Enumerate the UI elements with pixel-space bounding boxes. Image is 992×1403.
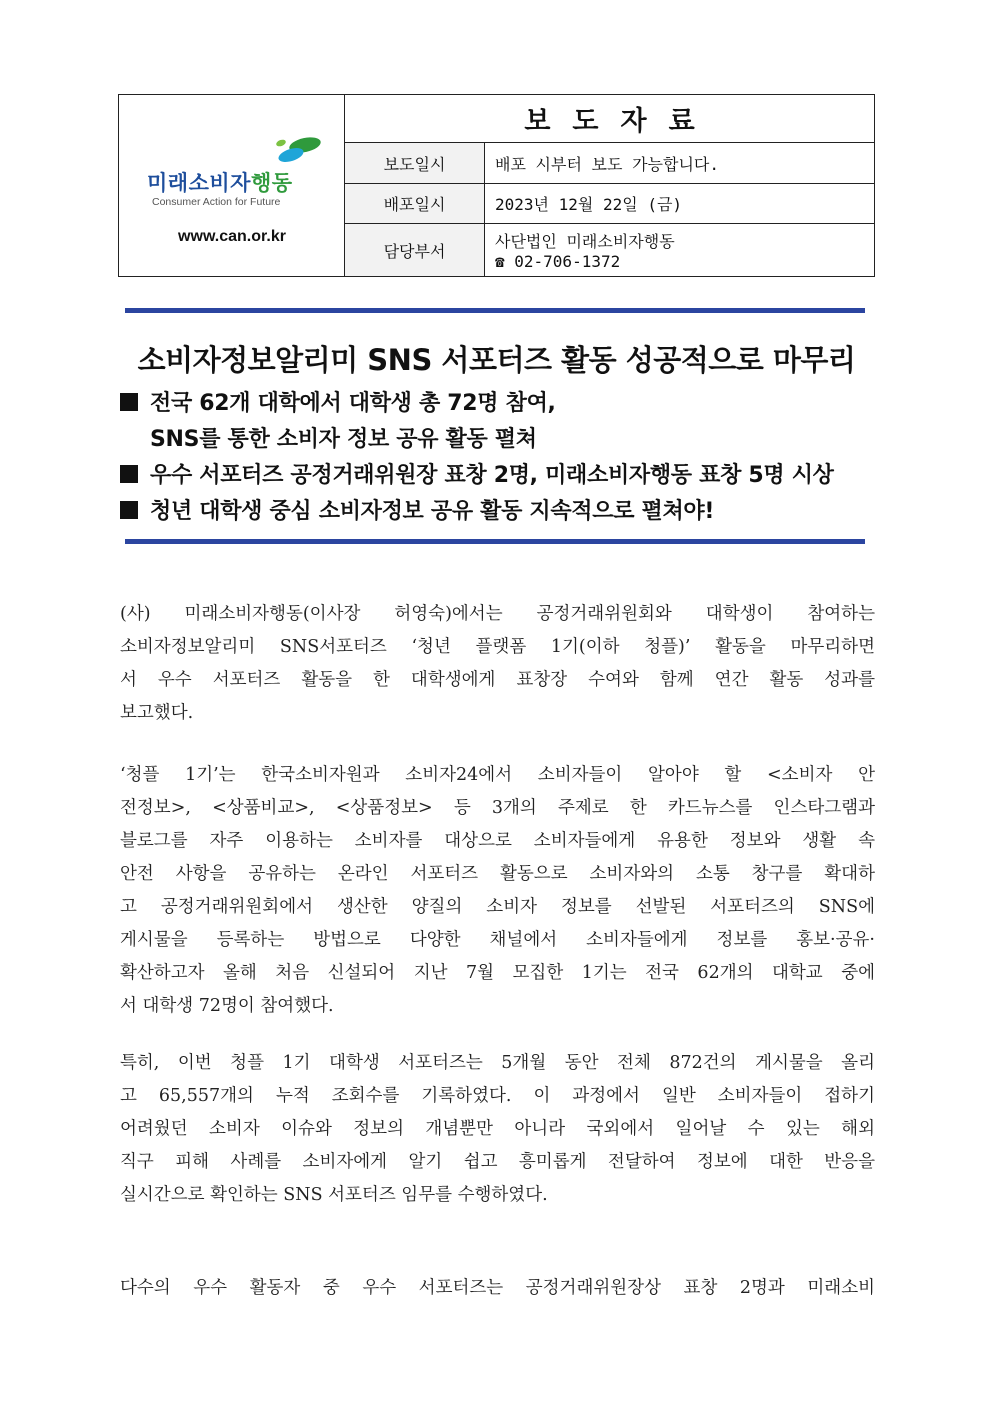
bullet-text: 청년 대학생 중심 소비자정보 공유 활동 지속적으로 펼쳐야! [150, 499, 715, 524]
headline: 소비자정보알리미 SNS 서포터즈 활동 성공적으로 마무리 [137, 343, 856, 377]
release-time-label: 보도일시 [345, 143, 485, 183]
body-line: 블로그를 자주 이용하는 소비자를 대상으로 소비자들에게 유용한 정보와 생활 속 [120, 831, 875, 851]
department-label: 담당부서 [345, 224, 485, 276]
square-bullet-icon [120, 465, 138, 483]
logo-name-part2: 행동 [250, 171, 293, 195]
distribution-date-row [345, 184, 874, 224]
body-paragraph-3 [120, 1047, 875, 1212]
body-paragraph-2 [120, 759, 875, 1023]
bullet-text: 전국 62개 대학에서 대학생 총 72명 참여, [150, 391, 556, 416]
logo-name-part1: 미래소비자 [147, 171, 251, 195]
logo-english: Consumer Action for Future [152, 196, 281, 208]
body-paragraph-4 [120, 1272, 875, 1305]
logo-cell [119, 95, 345, 276]
distribution-date-label: 배포일시 [345, 184, 485, 223]
logo-name [147, 167, 293, 197]
department-row [345, 224, 874, 276]
website-url: www.can.or.kr [178, 228, 286, 245]
body-line: 다수의 우수 활동자 중 우수 서포터즈는 공정거래위원장상 표창 2명과 미래소비 [120, 1278, 876, 1298]
press-header-table [118, 94, 875, 277]
headline-bottom-rule [125, 539, 865, 544]
body-line: 서 우수 서포터즈 활동을 한 대학생에게 표창장 수여와 함께 연간 활동 성과를 [120, 670, 875, 690]
bullet-item [120, 386, 875, 422]
body-line: 실시간으로 확인하는 SNS 서포터즈 임무를 수행하였다. [120, 1185, 548, 1205]
body-line: 게시물을 등록하는 방법으로 다양한 채널에서 소비자들에게 정보를 홍보·공유· [120, 930, 875, 950]
distribution-date-value [495, 184, 682, 223]
body-line: 서 대학생 72명이 참여했다. [120, 996, 334, 1016]
logo-leaf-icon [267, 133, 327, 165]
release-time-text: 배포 시부터 보도 가능합니다. [495, 154, 720, 174]
department-value [495, 224, 675, 276]
release-time-row [345, 143, 874, 184]
bullet-item [120, 458, 875, 494]
distribution-date-text: 2023년 12월 22일 (금) [495, 195, 683, 214]
bullet-item [120, 494, 875, 530]
headline-top-rule [125, 308, 865, 313]
body-line: ‘청플 1기’는 한국소비자원과 소비자24에서 소비자들이 알아야 할 <소비자 안 [120, 765, 875, 785]
body-line: (사) 미래소비자행동(이사장 허영숙)에서는 공정거래위원회와 대학생이 참여하는 [120, 604, 875, 624]
body-line: 고 65,557개의 누적 조회수를 기록하였다. 이 과정에서 일반 소비자들이 접하기 [120, 1086, 875, 1106]
body-line: 어려웠던 소비자 이슈와 정보의 개념뿐만 아니라 국외에서 일어날 수 있는 해외 [120, 1119, 875, 1139]
body-line: 소비자정보알리미 SNS서포터즈 ‘청년 플랫폼 1기(이하 청플)’ 활동을 마무리하면 [120, 637, 875, 657]
square-bullet-icon [120, 393, 138, 411]
press-release-title-cell [345, 95, 874, 143]
body-line: 고 공정거래위원회에서 생산한 양질의 소비자 정보를 선발된 서포터즈의 SNS에 [120, 897, 875, 917]
body-paragraph-1 [120, 598, 875, 730]
body-line: 전정보>, <상품비교>, <상품정보> 등 3개의 주제로 한 카드뉴스를 인스타그램과 [120, 798, 875, 818]
body-line: 확산하고자 올해 처음 신설되어 지난 7월 모집한 1기는 전국 62개의 대학교 중에 [120, 963, 875, 983]
body-line: 직구 피해 사례를 소비자에게 알기 쉽고 흥미롭게 전달하여 정보에 대한 반응을 [120, 1152, 875, 1172]
department-name: 사단법인 미래소비자행동 [495, 232, 675, 251]
bullet-item-continued [120, 422, 875, 458]
press-release-title: 보도자료 [524, 106, 717, 137]
body-line: 특히, 이번 청플 1기 대학생 서포터즈는 5개월 동안 전체 872건의 게시물을 올리 [120, 1053, 875, 1073]
bullet-text: 우수 서포터즈 공정거래위원장 표창 2명, 미래소비자행동 표창 5명 시상 [150, 463, 834, 488]
body-line: 보고했다. [120, 703, 194, 723]
bullet-text: SNS를 통한 소비자 정보 공유 활동 펼쳐 [150, 427, 537, 452]
department-phone: ☎ 02-706-1372 [495, 252, 621, 271]
release-time-value [495, 143, 719, 183]
body-line: 안전 사항을 공유하는 온라인 서포터즈 활동으로 소비자와의 소통 창구를 확대하 [120, 864, 875, 884]
square-bullet-icon [120, 501, 138, 519]
summary-bullets [120, 386, 875, 530]
